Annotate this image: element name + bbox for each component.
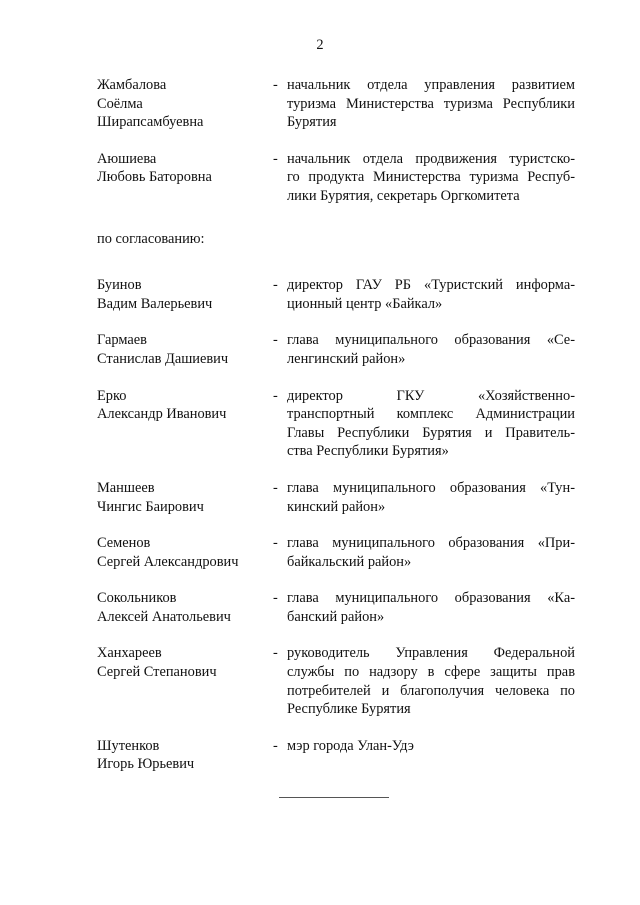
member-name: Ерко Александр Иванович	[97, 387, 227, 423]
dash-separator: -	[273, 332, 278, 349]
member-entry	[97, 644, 575, 718]
member-role: начальник отдела управления развитием туризма Министерства туризма Республики Бурятия	[287, 77, 575, 131]
dash-separator: -	[273, 77, 278, 93]
member-role: глава муниципального образования «Се- ленгинский район»	[287, 332, 575, 367]
member-name: Аюшиева Любовь Баторовна	[97, 150, 212, 186]
member-entry	[97, 534, 575, 571]
member-entry	[97, 331, 575, 368]
member-entry	[97, 150, 575, 206]
dash-separator: -	[273, 590, 278, 607]
page-number: 2	[316, 37, 324, 53]
member-name: Буинов Вадим Валерьевич	[97, 277, 213, 312]
member-entry	[97, 76, 575, 132]
member-role: начальник отдела продвижения туристско- го продукта Министерства туризма Респуб- лики Бурятия, секретарь Оргкомитета	[287, 150, 575, 204]
member-entry	[97, 589, 575, 626]
member-entry	[97, 737, 575, 774]
dash-separator: -	[273, 277, 278, 294]
member-role: руководитель Управления Федеральной службы по надзору в сфере защиты прав потребителей и благополучия человека по Республике Бурятия	[287, 645, 575, 718]
member-entry	[97, 479, 575, 516]
member-role: директор ГКУ «Хозяйственно- транспортный комплекс Администрации Главы Республики Бурятия и Правитель- ства Республики Бурятия»	[287, 387, 575, 460]
footer-divider	[279, 797, 389, 798]
dash-separator: -	[273, 645, 278, 662]
member-name: Гармаев Станислав Дашиевич	[97, 332, 229, 367]
dash-separator: -	[273, 535, 278, 552]
member-role: глава муниципального образования «При- байкальский район»	[287, 535, 575, 570]
member-role: мэр города Улан-Удэ	[287, 737, 414, 754]
member-name: Жамбалова Соёлма Ширапсамбуевна	[97, 77, 204, 131]
member-role: глава муниципального образования «Ка- банский район»	[287, 590, 575, 625]
dash-separator: -	[273, 737, 278, 754]
member-entry	[97, 387, 575, 461]
member-role: директор ГАУ РБ «Туристский информа- ционный центр «Байкал»	[287, 277, 575, 312]
member-role: глава муниципального образования «Тун- кинский район»	[287, 479, 575, 515]
section-label: по согласованию:	[97, 230, 205, 247]
committee-member-list	[97, 76, 575, 792]
dash-separator: -	[273, 150, 278, 167]
member-name: Семенов Сергей Александрович	[97, 535, 239, 570]
member-entry	[97, 276, 575, 313]
dash-separator: -	[273, 387, 278, 404]
member-name: Шутенков Игорь Юрьевич	[97, 737, 195, 773]
dash-separator: -	[273, 479, 278, 496]
member-name: Сокольников Алексей Анатольевич	[97, 590, 231, 625]
member-name: Маншеев Чингис Баирович	[97, 479, 204, 515]
member-name: Ханхареев Сергей Степанович	[97, 645, 217, 681]
